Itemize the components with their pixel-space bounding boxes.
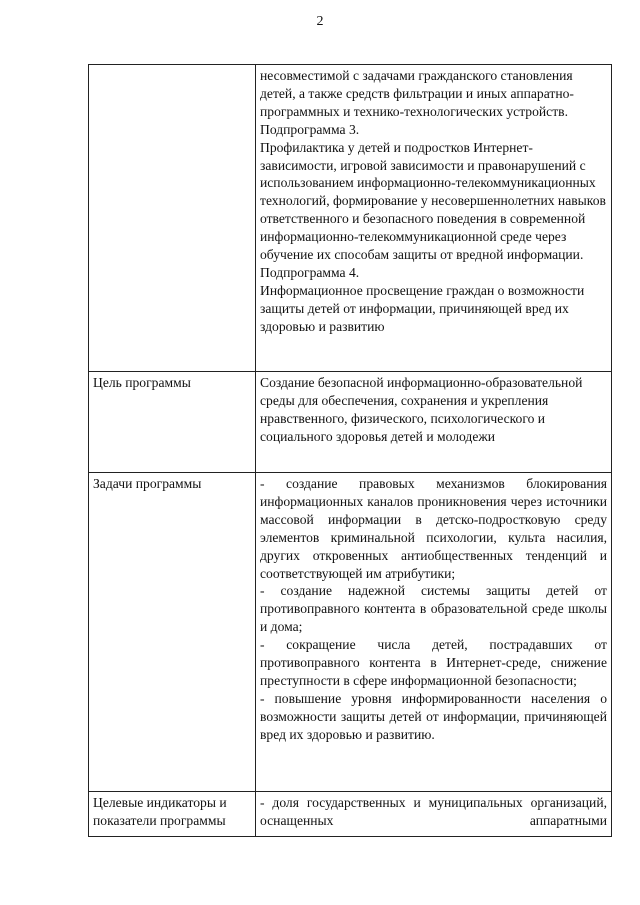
table-row [89, 372, 612, 473]
row-content [256, 65, 612, 372]
row-content [256, 473, 612, 792]
content-clip [260, 794, 607, 828]
content-paragraph: Информационное просвещение граждан о возможности защиты детей от информации, причиняющей вред их здоровью и развитию [260, 282, 585, 334]
content-paragraph: несовместимой с задачами гражданского становления детей, а также средств фильтрации и иных аппаратно-программных и технико-технологических устройств. [260, 68, 574, 119]
task-item: - повышение уровня информированности населения о возможности защиты детей от информации, причиняющей вред их здоровью и развитию. [260, 690, 607, 742]
row-content [256, 372, 612, 473]
task-item: - создание правовых механизмов блокирования информационных каналов проникновения через источники массовой информации в детско-подростковую среду элементов криминальной психологии, культа насилия, других откровенных антиобщественных тенденций и соответствующей им атрибутики; [260, 476, 607, 581]
row-content [256, 792, 612, 837]
table-row [89, 65, 612, 372]
content-paragraph: Профилактика у детей и подростков Интернет-зависимости, игровой зависимости и правонарушений с использованием информационно-телекоммуникационных технологий, формирование у несовершеннолетних навыков ответственного и безопасного поведения в современной информационно-телекоммуникационной среде через обучение их способам защиты от вредной информации. [260, 139, 606, 263]
row-label [89, 65, 256, 372]
indicator-item: - доля государственных и муниципальных организаций, оснащенных аппаратными [260, 795, 607, 828]
row-label: Цель программы [89, 372, 256, 473]
row-label: Задачи программы [89, 473, 256, 792]
content-paragraph: Создание безопасной информационно-образовательной среды для обеспечения, сохранения и укрепления нравственного, физического, психологического и социального здоровья детей и молодежи [260, 375, 583, 444]
row-label: Целевые индикаторы и показатели программы [89, 792, 256, 837]
subprogram-heading: Подпрограмма 4. [260, 264, 360, 280]
task-item: - сокращение числа детей, пострадавших от противоправного контента в Интернет-среде, снижение преступности в сфере информационной безопасности; [260, 637, 607, 688]
task-item: - создание надежной системы защиты детей от противоправного контента в образовательной среде школы и дома; [260, 583, 607, 635]
table-row [89, 473, 612, 792]
program-passport-table [88, 64, 612, 837]
page-number: 2 [316, 14, 324, 29]
table-row [89, 792, 612, 837]
subprogram-heading: Подпрограмма 3. [260, 121, 360, 137]
